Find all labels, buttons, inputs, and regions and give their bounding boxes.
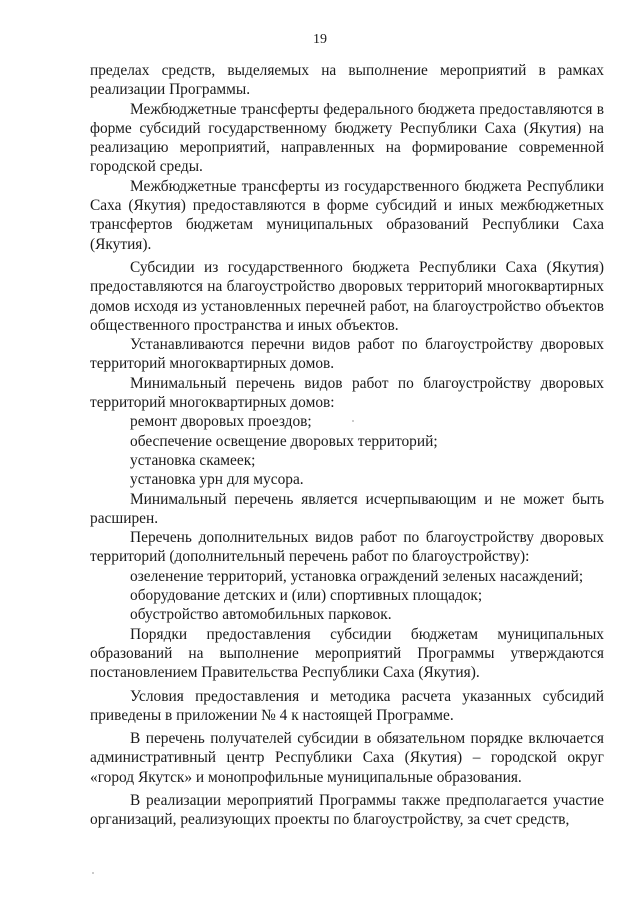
scan-artifact bbox=[352, 420, 354, 422]
paragraph-participation: В реализации мероприятий Программы также предполагается участие организаций, реализующих проекты по благоустройству, за счет средств, bbox=[90, 791, 604, 829]
list-item: оборудование детских и (или) спортивных площадок; bbox=[130, 587, 483, 605]
scan-artifact bbox=[92, 872, 94, 874]
page-number: 19 bbox=[313, 32, 327, 47]
paragraph-subsidy-conditions: Условия предоставления и методика расчета указанных субсидий приведены в приложении № 4 к настоящей Программе. bbox=[90, 687, 604, 724]
list-item: озеленение территорий, установка ограждений зеленых насаждений; bbox=[130, 567, 584, 585]
paragraph-continuation: пределах средств, выделяемых на выполнение мероприятий в рамках реализации Программы. bbox=[90, 62, 604, 99]
paragraph-state-transfers: Межбюджетные трансферты из государственного бюджета Республики Саха (Якутия) предоставляются в форме субсидий и иных межбюджетных трансфертов бюджетам муниципальных образований Республики Саха (Якутия). bbox=[90, 177, 604, 253]
paragraph-minimal-list-exhaustive: Минимальный перечень является исчерпывающим и не может быть расширен. bbox=[90, 490, 604, 527]
paragraph-subsidy-procedures: Порядки предоставления субсидии бюджетам муниципальных образований на выполнение мероприятий Программы утверждаются постановлением Правительства Республики Саха (Якутия). bbox=[90, 625, 604, 682]
list-item: установка скамеек; bbox=[130, 451, 256, 469]
document-body bbox=[90, 61, 604, 830]
paragraph-minimal-list-intro: Минимальный перечень видов работ по благоустройству дворовых территорий многоквартирных домов: bbox=[90, 374, 604, 412]
list-item: обустройство автомобильных парковок. bbox=[130, 606, 392, 624]
paragraph-subsidies: Субсидии из государственного бюджета Республики Саха (Якутия) предоставляются на благоустройство дворовых территорий многоквартирных домов исходя из установленных перечней работ, на благоустройство объектов общественного пространства и иных объектов. bbox=[90, 258, 604, 334]
list-item: установка урн для мусора. bbox=[130, 471, 304, 489]
paragraph-recipients: В перечень получателей субсидии в обязательном порядке включается административный центр Республики Саха (Якутия) – городской округ «город Якутск» и монопрофильные муниципальные образования. bbox=[90, 730, 604, 786]
paragraph-federal-transfers: Межбюджетные трансферты федерального бюджета предоставляются в форме субсидий государственному бюджету Республики Саха (Якутия) на реализацию мероприятий, направленных на формирование современной городской среды. bbox=[90, 100, 604, 176]
paragraph-work-lists: Устанавливаются перечни видов работ по благоустройству дворовых территорий многоквартирных домов. bbox=[90, 336, 604, 373]
paragraph-additional-list-intro: Перечень дополнительных видов работ по благоустройству дворовых территорий (дополнительный перечень работ по благоустройству): bbox=[90, 529, 604, 566]
list-item: ремонт дворовых проездов; bbox=[130, 413, 312, 431]
list-item: обеспечение освещение дворовых территорий; bbox=[130, 432, 438, 450]
